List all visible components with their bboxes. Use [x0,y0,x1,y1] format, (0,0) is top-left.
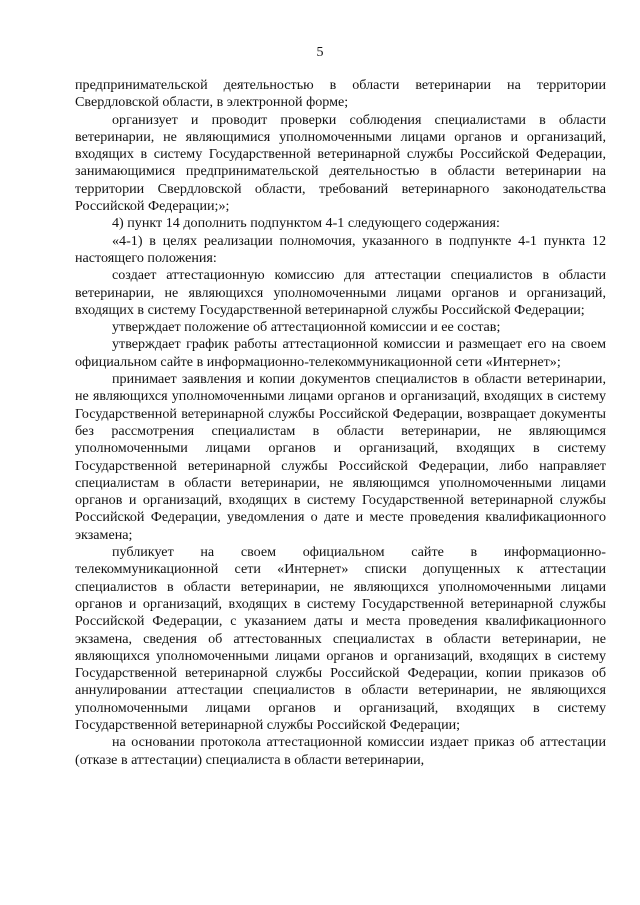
paragraph-subitem-4-1: «4-1) в целях реализации полномочия, указанного в подпункте 4-1 пункта 12 настоящего положения: [75,232,606,266]
paragraph-approve-regulation: утверждает положение об аттестационной комиссии и ее состав; [112,319,501,336]
paragraph-inspections: организует и проводит проверки соблюдения специалистами в области ветеринарии, не являющимися уполномоченными лицами органов и организаций, входящих в систему Государственной ветеринарной службы Российской Федерации, занимающимися предпринимательской деятельностью в области ветеринарии на территории Свердловской области, требований ветеринарного законодательства Российской Федерации;»; [75,111,606,215]
paragraph-continuation: предпринимательской деятельностью в области ветеринарии на территории Свердловской области, в электронной форме; [75,77,606,111]
document-body [75,77,606,769]
paragraph-item-4: 4) пункт 14 дополнить подпунктом 4-1 следующего содержания: [112,215,500,232]
page-number: 5 [316,45,324,60]
paragraph-publish-lists: публикует на своем официальном сайте в информационно-телекоммуникационной сети «Интернет» списки допущенных к аттестации специалистов в области ветеринарии, не являющихся уполномоченными лицами органов и организаций, входящих в систему Государственной ветеринарной службы Российской Федерации, с указанием даты и места проведения квалификационного экзамена, сведения об аттестованных специалистах в области ветеринарии, не являющихся уполномоченными лицами органов и организаций, входящих в систему Государственной ветеринарной службы Российской Федерации, копии приказов об аннулировании аттестации специалистов в области ветеринарии, не являющихся уполномоченными лицами органов и организаций, входящих в систему Государственной ветеринарной службы Российской Федерации; [75,544,606,733]
paragraph-accept-applications: принимает заявления и копии документов специалистов в области ветеринарии, не являющихся уполномоченными лицами органов и организаций, входящих в систему Государственной ветеринарной службы Российской Федерации, возвращает документы без рассмотрения специалистам в области ветеринарии, не являющимся уполномоченными лицами органов и организаций, входящих в систему Государственной ветеринарной службы Российской Федерации, либо направляет специалистам в области ветеринарии, не являющимся уполномоченными лицами органов и организаций, входящих в систему Государственной ветеринарной службы Российской Федерации, уведомления о дате и месте проведения квалификационного экзамена; [75,371,606,543]
paragraph-approve-schedule: утверждает график работы аттестационной комиссии и размещает его на своем официальном сайте в информационно-телекоммуникационной сети «Интернет»; [75,336,606,370]
paragraph-create-commission: создает аттестационную комиссию для аттестации специалистов в области ветеринарии, не являющихся уполномоченными лицами органов и организаций, входящих в систему Государственной ветеринарной службы Российской Федерации; [75,267,606,318]
paragraph-issue-order: на основании протокола аттестационной комиссии издает приказ об аттестации (отказе в аттестации) специалиста в области ветеринарии, [75,734,606,768]
